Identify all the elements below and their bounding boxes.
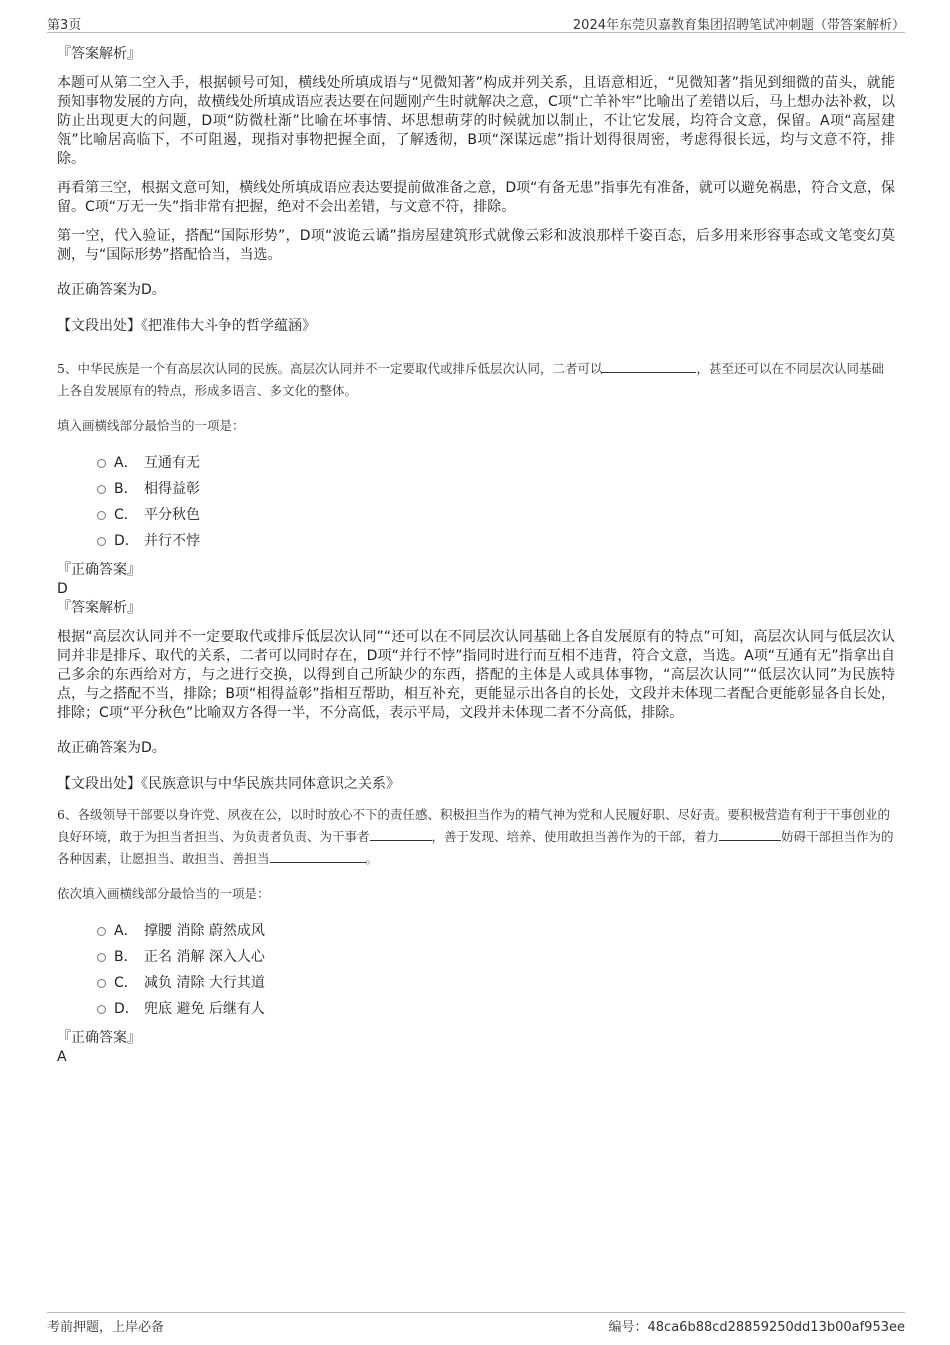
conclusion-text: 故正确答案为D。 xyxy=(57,282,166,298)
prev-question-analysis xyxy=(57,44,895,336)
source-citation: 【文段出处】《把准伟大斗争的哲学蕴涵》 xyxy=(57,318,316,334)
analysis-label: 『答案解析』 xyxy=(57,600,141,616)
correct-answer: D xyxy=(57,581,68,597)
radio-button[interactable] xyxy=(97,927,106,936)
question-stem: 6、各级领导干部要以身许党、夙夜在公，以时时放心不下的责任感、积极担当作为的精气神为党和人民履好职、尽好责。要积极营造有利于干事创业的良好环境，敢于为担当者担当、为负责者负责、为干事者 ，善于发现、培养、使用敢担当善作为的干部，着力 妨碍干部担当作为的各种因素，让愿担当、敢担当、善担当 。 xyxy=(57,807,894,866)
option-d[interactable]: D． 并行不悖 xyxy=(97,528,895,554)
option-a[interactable]: A． 撑腰 消除 蔚然成风 xyxy=(97,918,895,944)
radio-button[interactable] xyxy=(97,485,106,494)
radio-button[interactable] xyxy=(97,953,106,962)
fill-blank xyxy=(270,848,366,863)
analysis-paragraph: 本题可从第二空入手，根据顿号可知，横线处所填成语与“见微知著”构成并列关系，且语意相近，“见微知著”指见到细微的苗头，就能预知事物发展的方向，故横线处所填成语应表达要在问题刚产生时就解决之意，C项“亡羊补牢”比喻出了差错以后，马上想办法补救，以防止出现更大的问题，D项“防微杜渐”比喻在坏事情、坏思想萌芽的时候就加以制止，不让它发展，均符合文意，保留。A项“高屋建瓴”比喻居高临下，不可阻遏，现指对事物把握全面，了解透彻，B项“深谋远虑”指计划得很周密，考虑得很长远，均与文意不符，排除。 xyxy=(57,75,895,167)
option-c[interactable]: C． 减负 清除 大行其道 xyxy=(97,970,895,996)
page-footer xyxy=(47,1312,905,1337)
analysis-paragraph: 第一空，代入验证，搭配“国际形势”，D项“波诡云谲”指房屋建筑形式就像云彩和波浪那样千姿百态，后多用来形容事态或文笔变幻莫测，与“国际形势”搭配恰当，当选。 xyxy=(57,228,895,263)
page-number: 第3页 xyxy=(47,18,82,33)
option-list xyxy=(97,918,895,1022)
analysis-paragraph: 再看第三空，根据文意可知，横线处所填成语应表达要提前做准备之意，D项“有备无患”指事先有准备，就可以避免祸患，符合文意，保留。C项“万无一失”指非常有把握，绝对不会出差错，与文意不符，排除。 xyxy=(57,180,895,215)
radio-button[interactable] xyxy=(97,511,106,520)
option-b[interactable]: B． 相得益彰 xyxy=(97,476,895,502)
option-d[interactable]: D． 兜底 避免 后继有人 xyxy=(97,996,895,1022)
footer-slogan: 考前押题，上岸必备 xyxy=(47,1320,165,1335)
option-c[interactable]: C． 平分秋色 xyxy=(97,502,895,528)
fill-blank xyxy=(719,826,781,841)
correct-answer: A xyxy=(57,1049,67,1065)
fill-blank xyxy=(370,826,432,841)
question-6 xyxy=(57,804,895,1066)
radio-button[interactable] xyxy=(97,979,106,988)
main-content xyxy=(57,44,895,1066)
fill-blank xyxy=(602,358,696,373)
conclusion-text: 故正确答案为D。 xyxy=(57,740,166,756)
page-header xyxy=(47,12,905,33)
analysis-paragraph: 根据“高层次认同并不一定要取代或排斥低层次认同”“还可以在不同层次认同基础上各自发展原有的特点”可知，高层次认同与低层次认同并非是排斥、取代的关系，二者可以同时存在，D项“并行不悖”指同时进行而互相不违背，符合文意，当选。A项“互通有无”指拿出自己多余的东西给对方，与之进行交换，以得到自己所缺少的东西，搭配的主体是人或具体事物，“高层次认同”“低层次认同”为民族特点，与之搭配不当，排除；B项“相得益彰”指相互帮助，相互补充，更能显示出各自的长处，文段并未体现二者配合更能彰显各自长处，排除；C项“平分秋色”比喻双方各得一半，不分高低，表示平局，文段并未体现二者不分高低，排除。 xyxy=(57,629,895,721)
option-a[interactable]: A． 互通有无 xyxy=(97,450,895,476)
document-code: 编号：48ca6b88cd28859250dd13b00af953ee xyxy=(608,1320,905,1335)
analysis-label: 『答案解析』 xyxy=(57,46,141,62)
radio-button[interactable] xyxy=(97,1005,106,1014)
question-prompt: 填入画横线部分最恰当的一项是： xyxy=(57,418,245,433)
source-citation: 【文段出处】《民族意识与中华民族共同体意识之关系》 xyxy=(57,776,400,792)
radio-button[interactable] xyxy=(97,459,106,468)
option-b[interactable]: B． 正名 消解 深入人心 xyxy=(97,944,895,970)
correct-answer-label: 『正确答案』 xyxy=(57,1030,141,1046)
correct-answer-label: 『正确答案』 xyxy=(57,562,141,578)
document-title: 2024年东莞贝嘉教育集团招聘笔试冲刺题（带答案解析） xyxy=(572,18,905,33)
question-stem: 5、中华民族是一个有高层次认同的民族。高层次认同并不一定要取代或排斥低层次认同，二者可以 ，甚至还可以在不同层次认同基础上各自发展原有的特点，形成多语言、多文化的整体。 xyxy=(57,358,895,402)
question-5 xyxy=(57,358,895,794)
radio-button[interactable] xyxy=(97,537,106,546)
option-list xyxy=(97,450,895,554)
question-prompt: 依次填入画横线部分最恰当的一项是： xyxy=(57,886,270,901)
